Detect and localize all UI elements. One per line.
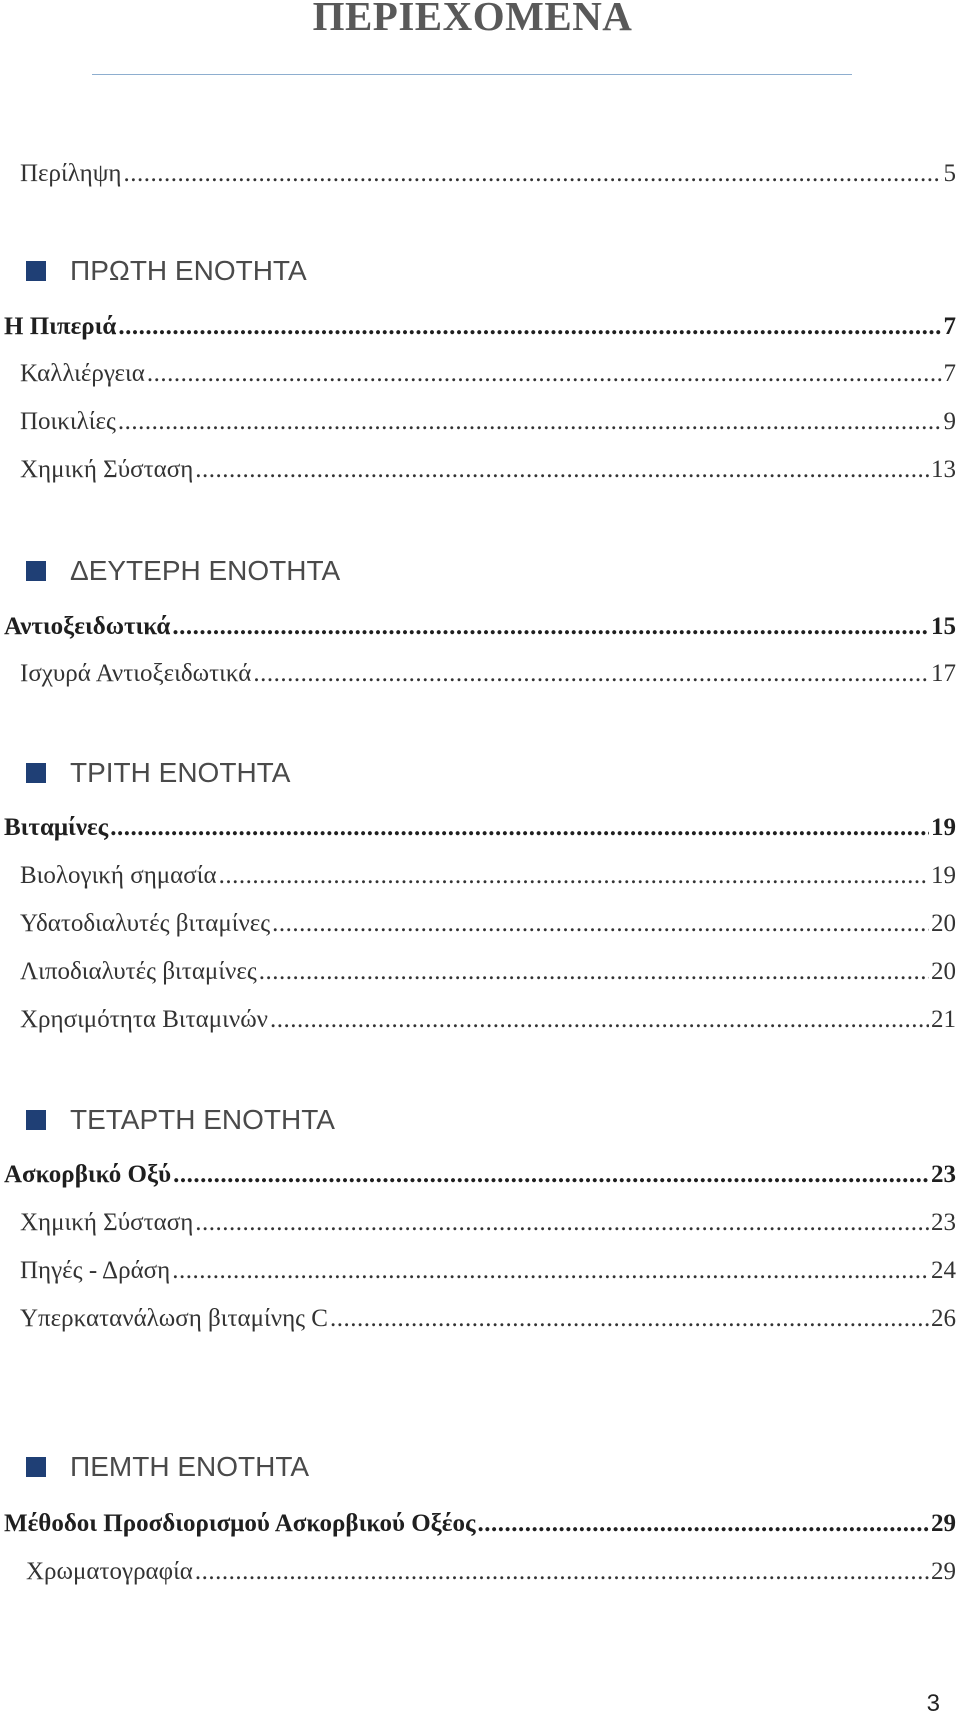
square-bullet-icon [26, 561, 46, 581]
toc-entry[interactable] [20, 860, 956, 892]
toc-entry-page: 21 [931, 1006, 956, 1033]
section-heading [26, 555, 340, 587]
toc-entry-label: Καλλιέργεια [20, 360, 145, 387]
square-bullet-icon [26, 1457, 46, 1477]
section-heading [26, 1451, 309, 1483]
toc-leader-dots [147, 358, 942, 390]
toc-entry-label: Χημική Σύσταση [20, 456, 194, 483]
toc-entry-label: Ποικιλίες [20, 408, 116, 435]
toc-entry-page: 26 [931, 1305, 956, 1332]
toc-entry-page: 7 [943, 360, 956, 387]
toc-leader-dots [272, 908, 929, 940]
square-bullet-icon [26, 261, 46, 281]
section-heading-label: ΠΡΩΤΗ ΕΝΟΤΗΤΑ [70, 255, 307, 286]
toc-entry[interactable] [20, 1303, 956, 1335]
toc-entry-page: 5 [943, 160, 956, 187]
toc-entry-label: Υπερκατανάλωση βιταμίνης C [20, 1305, 328, 1332]
toc-leader-dots [173, 1159, 929, 1191]
toc-entry-summary[interactable] [20, 158, 956, 190]
toc-leader-dots [219, 860, 929, 892]
section-heading [26, 757, 290, 789]
toc-leader-dots [123, 158, 941, 190]
toc-leader-dots [118, 311, 941, 343]
toc-entry-page: 7 [943, 313, 956, 340]
toc-entry-label: Χρωματογραφία [26, 1558, 193, 1585]
toc-entry-label: Βιταμίνες [4, 814, 109, 841]
toc-entry-main[interactable] [4, 1508, 956, 1540]
toc-leader-dots [118, 406, 942, 438]
toc-entry-page: 19 [931, 814, 956, 841]
toc-entry[interactable] [20, 658, 956, 690]
toc-entry-page: 23 [931, 1209, 956, 1236]
section-heading-label: ΠΕΜΤΗ ΕΝΟΤΗΤΑ [70, 1451, 310, 1482]
page-title: ΠΕΡΙΕΧΟΜΕΝΑ [312, 0, 633, 39]
toc-entry-page: 20 [931, 910, 956, 937]
title-divider [92, 74, 852, 75]
toc-entry-page: 9 [943, 408, 956, 435]
toc-entry-page: 24 [931, 1257, 956, 1284]
toc-entry-page: 23 [931, 1161, 956, 1188]
section-heading-label: ΤΕΤΑΡΤΗ ΕΝΟΤΗΤΑ [70, 1104, 335, 1135]
toc-entry-label: Αντιοξειδωτικά [4, 613, 171, 640]
toc-entry-label: Περίληψη [20, 160, 122, 187]
toc-leader-dots [195, 1556, 929, 1588]
toc-entry-label: Χρησιμότητα Βιταμινών [20, 1006, 268, 1033]
toc-leader-dots [172, 1255, 929, 1287]
toc-entry-page: 13 [931, 456, 956, 483]
section-heading [26, 255, 307, 287]
toc-entry-main[interactable] [4, 1159, 956, 1191]
toc-leader-dots [270, 1004, 929, 1036]
toc-entry-page: 19 [931, 862, 956, 889]
toc-leader-dots [110, 812, 929, 844]
toc-entry-label: Πηγές - Δράση [20, 1257, 171, 1284]
toc-entry-page: 29 [931, 1510, 956, 1537]
square-bullet-icon [26, 763, 46, 783]
toc-entry-label: Χημική Σύσταση [20, 1209, 194, 1236]
toc-entry-page: 17 [931, 660, 956, 687]
toc-leader-dots [195, 454, 929, 486]
toc-entry[interactable] [20, 454, 956, 486]
section-heading [26, 1104, 335, 1136]
toc-leader-dots [195, 1207, 929, 1239]
toc-entry-label: Ασκορβικό Οξύ [4, 1161, 172, 1188]
square-bullet-icon [26, 1110, 46, 1130]
toc-entry[interactable] [20, 406, 956, 438]
toc-entry[interactable] [20, 1255, 956, 1287]
section-heading-label: ΤΡΙΤΗ ΕΝΟΤΗΤΑ [70, 757, 291, 788]
toc-entry-label: Η Πιπεριά [4, 313, 117, 340]
toc-entry-label: Λιποδιαλυτές βιταμίνες [20, 958, 257, 985]
toc-entry[interactable] [20, 1004, 956, 1036]
toc-leader-dots [172, 611, 929, 643]
toc-entry-main[interactable] [4, 812, 956, 844]
toc-entry-label: Μέθοδοι Προσδιορισμού Ασκορβικού Οξέος [4, 1510, 476, 1537]
toc-entry[interactable] [20, 358, 956, 390]
toc-leader-dots [259, 956, 929, 988]
toc-entry-main[interactable] [4, 311, 956, 343]
toc-entry[interactable] [26, 1556, 956, 1588]
toc-entry-main[interactable] [4, 611, 956, 643]
toc-entry-page: 20 [931, 958, 956, 985]
toc-leader-dots [253, 658, 929, 690]
page-number: 3 [926, 1690, 940, 1717]
toc-entry-page: 15 [931, 613, 956, 640]
toc-entry-label: Ισχυρά Αντιοξειδωτικά [20, 660, 252, 687]
toc-entry[interactable] [20, 956, 956, 988]
toc-entry-label: Υδατοδιαλυτές βιταμίνες [20, 910, 271, 937]
section-heading-label: ΔΕΥΤΕΡΗ ΕΝΟΤΗΤΑ [70, 555, 341, 586]
toc-entry-page: 29 [931, 1558, 956, 1585]
toc-entry[interactable] [20, 908, 956, 940]
toc-leader-dots [478, 1508, 929, 1540]
toc-entry[interactable] [20, 1207, 956, 1239]
toc-leader-dots [330, 1303, 929, 1335]
toc-entry-label: Βιολογική σημασία [20, 862, 217, 889]
